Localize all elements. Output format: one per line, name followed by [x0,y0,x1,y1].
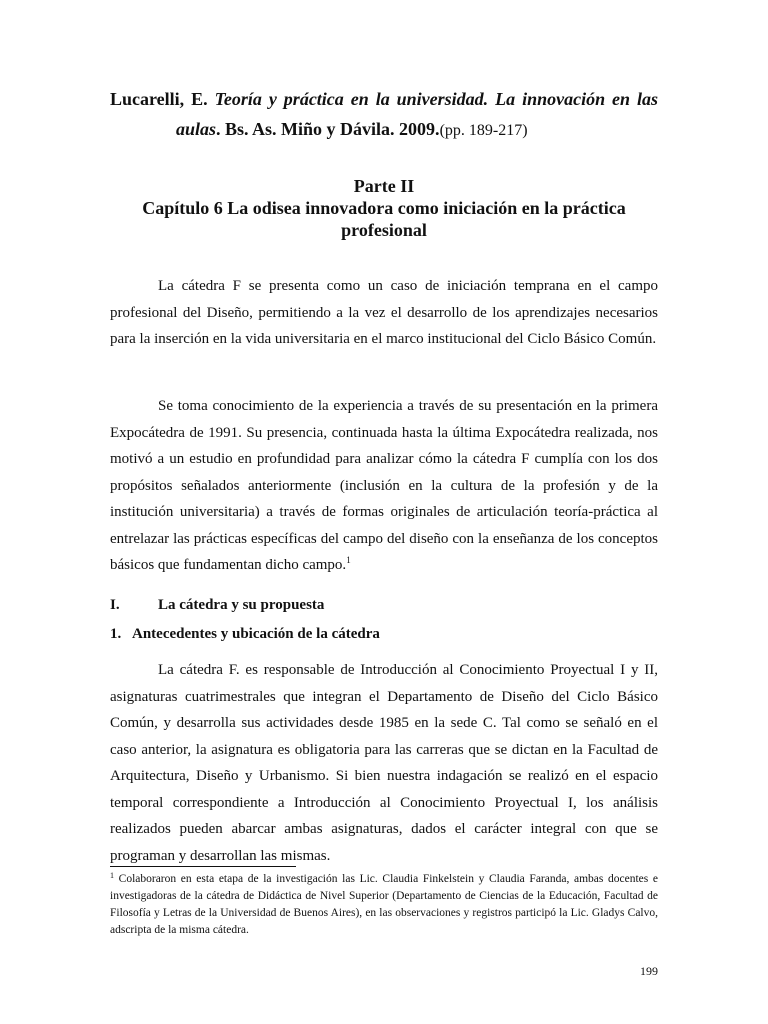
footnote-separator [110,866,296,867]
footnote [110,871,658,939]
reference-line-1 [110,84,658,114]
reference-title-part2: aulas [176,119,217,139]
footnote-reference: 1 [346,555,351,565]
section-heading-2 [110,624,658,644]
bibliographic-reference [110,84,658,146]
section-1-number: I. [110,597,120,613]
section-2-number: 1. [110,626,122,642]
section-1-title: La cátedra y su propuesta [158,597,325,613]
reference-line-2 [110,114,658,146]
section-heading-1 [110,595,658,615]
part-title: Parte II [353,176,415,196]
paragraph-1: La cátedra F se presenta como un caso de iniciación temprana en el campo profesional del Diseño, permitiendo a la vez el desarrollo de los aprendizajes necesarios para la inserción en la vida universitaria en el marco institucional del Ciclo Básico Común. [110,278,658,347]
paragraph-3: La cátedra F. es responsable de Introducción al Conocimiento Proyectual I y II, asignaturas cuatrimestrales que integran el Departamento de Diseño del Ciclo Básico Común, y desarrolla sus actividades desde 1985 en la sede C. Tal como se señaló en el caso anterior, la asignatura es obligatoria para las carreras que se dictan en la Facultad de Arquitectura, Diseño y Urbanismo. Si bien nuestra indagación se realizó en el espacio temporal correspondiente a Introducción al Conocimiento Proyectual I, los análisis realizados pueden abarcar ambas asignaturas, dados el carácter integral con que se programan y desarrollan las mismas. [110,662,658,864]
paragraph-2-text: Se toma conocimiento de la experiencia a través de su presentación en la primera Expocátedra de 1991. Su presencia, continuada hasta la última Expocátedra realizada, nos motivó a un estudio en profundidad para analizar cómo la cátedra F cumplía con los dos propósitos señalados anteriormente (inclusión en la cultura de la profesión y de la institución universitaria) a través de formas originales de articulación teoría-práctica al entrelazar las prácticas específicas del campo del diseño con la enseñanza de los conceptos básicos que fundamentan dicho campo. [110,398,658,573]
reference-pages: (pp. 189-217) [439,122,528,139]
chapter-heading [110,175,658,241]
footnote-number: 1 [110,871,114,880]
footnote-text: Colaboraron en esta etapa de la investigación las Lic. Claudia Finkelstein y Claudia Faranda, ambas docentes e investigadoras de la cátedra de Didáctica de Nivel Superior (Departamento de Ciencias de la Educación, Facultad de Filosofía y Letras de la Universidad de Buenos Aires), en las observaciones y registros participó la Lic. Gladys Calvo, adscripta de la misma cátedra. [110,873,659,936]
section-2-title: Antecedentes y ubicación de la cátedra [132,626,380,642]
chapter-title: Capítulo 6 La odisea innovadora como iniciación en la práctica profesional [142,198,626,240]
page-number: 199 [640,964,658,978]
reference-author: Lucarelli, E. [110,89,208,109]
paragraph-2 [110,393,658,579]
reference-publisher: . Bs. As. Miño y Dávila. 2009. [216,119,440,139]
reference-title-part1: Teoría y práctica en la universidad. La innovación en las [214,89,658,109]
